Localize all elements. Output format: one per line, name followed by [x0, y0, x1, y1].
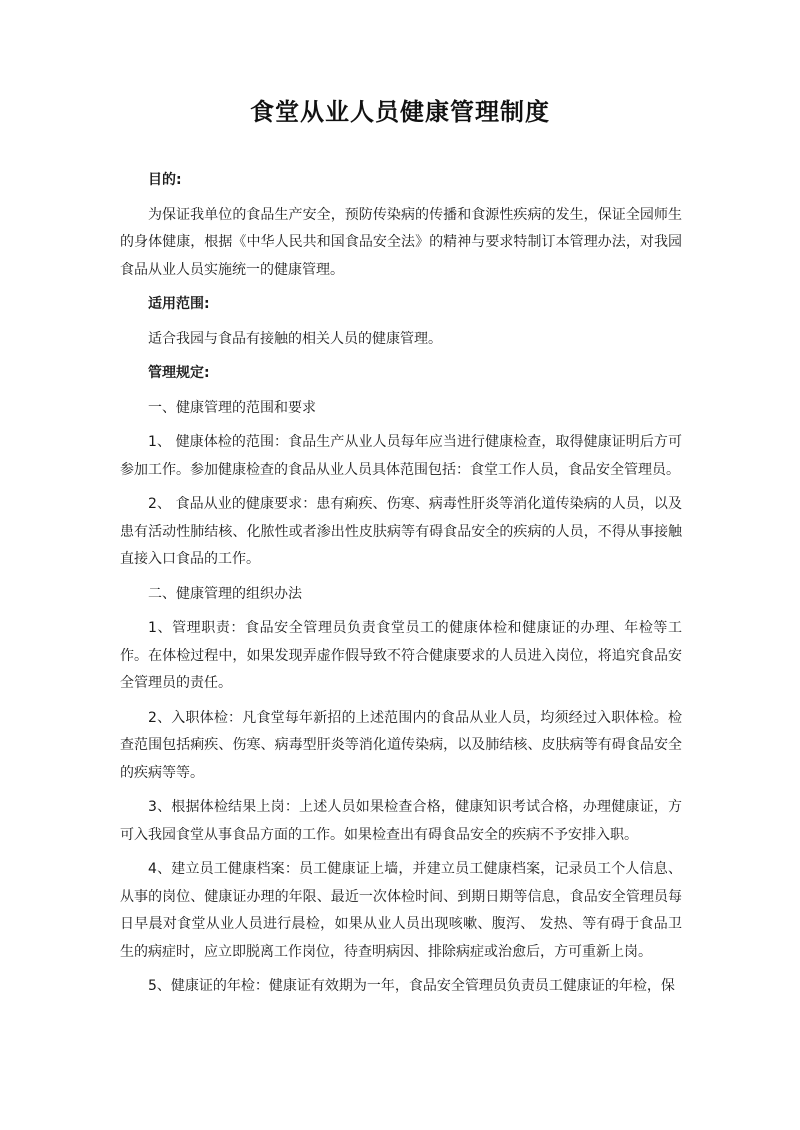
- document-title: 食堂从业人员健康管理制度: [250, 98, 550, 126]
- paragraph-purpose: 为保证我单位的食品生产安全，预防传染病的传播和食源性疾病的发生，保证全园师生的身体健康，根据《中华人民共和国食品安全法》的精神与要求特制订本管理办法，对我园食品从业人员实施统一的健康管理。: [120, 206, 682, 278]
- section-heading-scope: 适用范围:: [148, 296, 210, 312]
- document-body: [120, 167, 682, 1008]
- paragraph-rule-2-5: 5、健康证的年检：健康证有效期为一年，食品安全管理员负责员工健康证的年检，保: [148, 978, 675, 994]
- paragraph-rule-2-3: 3、根据体检结果上岗：上述人员如果检查合格，健康知识考试合格，办理健康证，方可入我园食堂从事食品方面的工作。如果检查出有碍食品安全的疾病不予安排入职。: [120, 799, 682, 843]
- paragraph-scope: 适合我园与食品有接触的相关人员的健康管理。: [148, 330, 442, 347]
- paragraph-rule-1-2: 2、 食品从业的健康要求：患有痢疾、伤寒、病毒性肝炎等消化道传染病的人员，以及患有活动性肺结核、化脓性或者渗出性皮肤病等有碍食品安全的疾病的人员，不得从事接触直接入口食品的工作。: [120, 496, 682, 567]
- section-heading-purpose: 目的:: [148, 172, 182, 188]
- paragraph-rule-2-4: 4、建立员工健康档案：员工健康证上墙，并建立员工健康档案，记录员工个人信息、从事的岗位、健康证办理的年限、最近一次体检时间、到期日期等信息，食品安全管理员每日早晨对食堂从业人员进行晨检，如果从业人员出现咳嗽、腹泻、 发热、等有碍于食品卫生的病症时，应立即脱离工作岗位，待查明病因、排除病症或治愈后，方可重新上岗。: [120, 861, 682, 960]
- paragraph-rule-2-2: 2、入职体检：凡食堂每年新招的上述范围内的食品从业人员，均须经过入职体检。检查范围包括痢疾、伤寒、病毒型肝炎等消化道传染病，以及肺结核、皮肤病等有碍食品安全的疾病等等。: [120, 709, 682, 781]
- subheading-scope-and-requirements: 一、健康管理的范围和要求: [148, 399, 316, 416]
- paragraph-rule-2-1: 1、管理职责：食品安全管理员负责食堂员工的健康体检和健康证的办理、年检等工作。在体检过程中，如果发现弄虚作假导致不符合健康要求的人员进入岗位，将追究食品安全管理员的责任。: [120, 620, 682, 691]
- paragraph-rule-1-1: 1、 健康体检的范围：食品生产从业人员每年应当进行健康检查，取得健康证明后方可参加工作。参加健康检查的食品从业人员具体范围包括：食堂工作人员，食品安全管理员。: [120, 434, 682, 478]
- section-heading-rules: 管理规定:: [148, 365, 210, 381]
- subheading-organization: 二、健康管理的组织办法: [148, 585, 302, 602]
